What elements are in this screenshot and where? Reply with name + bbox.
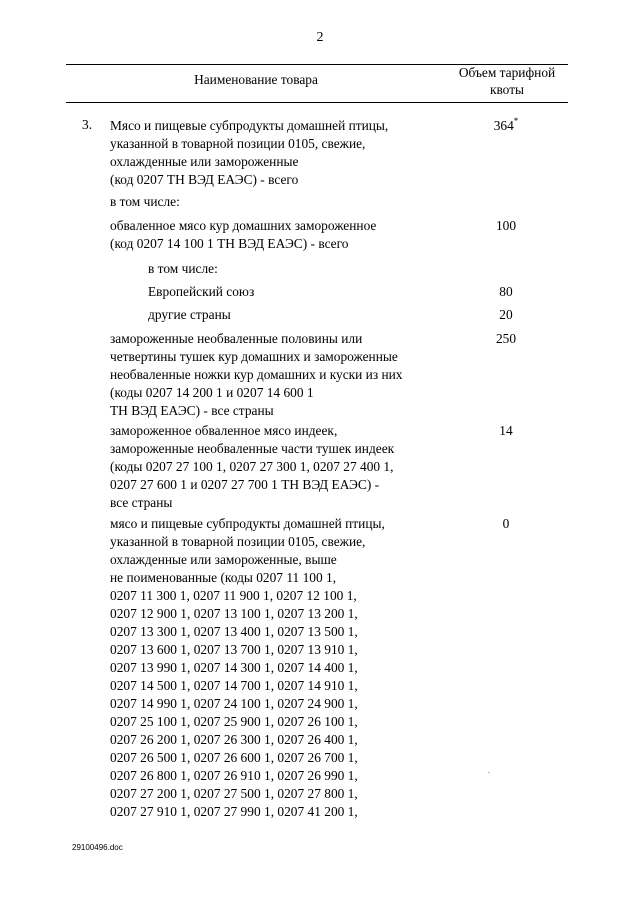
text-line: 0207 27 200 1, 0207 27 500 1, 0207 27 800 1, <box>110 786 358 801</box>
sub-item-turkey <box>110 422 394 512</box>
country-name: другие страны <box>148 307 231 322</box>
country-name: Европейский союз <box>148 284 255 299</box>
text-line: 0207 26 800 1, 0207 26 910 1, 0207 26 990 1, <box>110 768 358 783</box>
footnote-mark: * <box>513 115 519 126</box>
country-value: 20 <box>499 307 513 322</box>
sub-item-other-poultry <box>110 515 385 821</box>
text-line: (коды 0207 14 200 1 и 0207 14 600 1 <box>110 385 314 400</box>
text-line: 0207 11 300 1, 0207 11 900 1, 0207 12 100 1, <box>110 588 357 603</box>
including-label: в том числе: <box>148 261 218 276</box>
text-line: (коды 0207 27 100 1, 0207 27 300 1, 0207 27 400 1, <box>110 459 394 474</box>
text-line: 0207 27 910 1, 0207 27 990 1, 0207 41 200 1, <box>110 804 358 819</box>
text-line: 0207 14 500 1, 0207 14 700 1, 0207 14 910 1, <box>110 678 358 693</box>
country-value: 80 <box>499 284 513 299</box>
item-title <box>110 117 388 189</box>
text-line: 0207 12 900 1, 0207 13 100 1, 0207 13 200 1, <box>110 606 358 621</box>
column-header-volume: Объем тарифной квоты <box>458 65 556 97</box>
including-label: в том числе: <box>110 194 180 209</box>
text-line: 0207 13 300 1, 0207 13 400 1, 0207 13 500 1, <box>110 624 358 639</box>
item-total-value <box>476 117 536 135</box>
text-line: все страны <box>110 495 173 510</box>
text-line: 0207 13 600 1, 0207 13 700 1, 0207 13 910 1, <box>110 642 358 657</box>
text-line: охлажденные или замороженные, выше <box>110 552 337 567</box>
scan-speck <box>488 772 490 773</box>
text-line: 0207 26 200 1, 0207 26 300 1, 0207 26 400 1, <box>110 732 358 747</box>
text-line: замороженные необваленные части тушек индеек <box>110 441 395 456</box>
text-line: 0207 13 990 1, 0207 14 300 1, 0207 14 400 1, <box>110 660 358 675</box>
text-line: (код 0207 14 100 1 ТН ВЭД ЕАЭС) - всего <box>110 236 349 251</box>
sub-item-value: 14 <box>499 423 513 438</box>
text-line: необваленные ножки кур домашних и куски из них <box>110 367 403 382</box>
sub-item-value: 0 <box>502 516 510 531</box>
sub-item-chicken-boneless <box>110 217 376 253</box>
text-line: замороженные необваленные половины или <box>110 331 363 346</box>
item-number: 3. <box>82 117 93 132</box>
sub-item-value: 100 <box>495 218 517 233</box>
column-header-name: Наименование товара <box>194 72 318 87</box>
table-header-rule <box>66 102 568 103</box>
sub-item-chicken-bone-in <box>110 330 403 420</box>
page-number: 2 <box>316 30 324 45</box>
text-line: 0207 26 500 1, 0207 26 600 1, 0207 26 700 1, <box>110 750 358 765</box>
text-line: 0207 14 990 1, 0207 24 100 1, 0207 24 900 1, <box>110 696 358 711</box>
sub-item-value: 250 <box>495 331 517 346</box>
text-line: обваленное мясо кур домашних замороженное <box>110 218 377 233</box>
text-line: указанной в товарной позиции 0105, свежие, <box>110 534 366 549</box>
text-line: четвертины тушек кур домашних и замороженные <box>110 349 398 364</box>
text-line: ТН ВЭД ЕАЭС) - все страны <box>110 403 274 418</box>
text-line: (код 0207 ТН ВЭД ЕАЭС) - всего <box>110 172 299 187</box>
value-text: 364 <box>493 118 514 133</box>
footer-filename: 29100496.doc <box>72 843 123 852</box>
text-line: 0207 25 100 1, 0207 25 900 1, 0207 26 100 1, <box>110 714 358 729</box>
text-line: не поименованные (коды 0207 11 100 1, <box>110 570 337 585</box>
text-line: мясо и пищевые субпродукты домашней птицы, <box>110 516 385 531</box>
text-line: указанной в товарной позиции 0105, свежие, <box>110 136 366 151</box>
text-line: 0207 27 600 1 и 0207 27 700 1 ТН ВЭД ЕАЭС) - <box>110 477 380 492</box>
text-line: Мясо и пищевые субпродукты домашней птицы, <box>110 118 389 133</box>
text-line: замороженное обваленное мясо индеек, <box>110 423 338 438</box>
text-line: охлажденные или замороженные <box>110 154 299 169</box>
